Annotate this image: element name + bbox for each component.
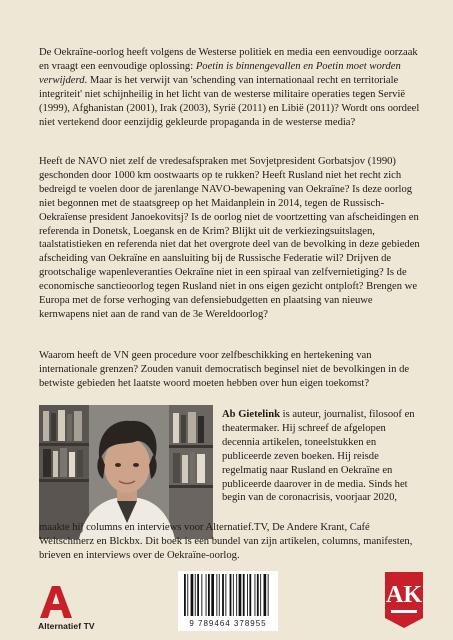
author-portrait-image	[39, 405, 213, 539]
alternatief-tv-a-icon	[38, 584, 78, 620]
alternatief-tv-logo	[38, 584, 118, 632]
barcode-bar	[211, 574, 214, 616]
blurb-paragraph-2: Heeft de NAVO niet zelf de vredesafspraken met Sovjetpresident Gorbatsjov (1990) geschonden door 1000 km oostwaarts op te rukken? Heeft Rusland niet het recht zich bedreigd te voelen door de jarenlange NAVO-bewapening van Oekraïne? Is deze oorlog niet begonnen met de staatsgreep op het Maidanplein in 2014, tegen de Russisch-Oekraïense president Janoekovitsj? Is de oorlog niet de voortzetting van afscheidingen en referenda in Donetsk, Loegansk en de Krim? Blijkt uit de verkiezingsuitslagen, taalstatistieken en referenda niet dat het overgrote deel van de bevolking in deze gebieden afscheiding van Oekraïne en aansluiting bij de Russische Federatie wil? Drijven de grootschalige wapenleveranties Oekraïne niet in een spiraal van zelfvernietiging? Is de economische sanctieoorlog tegen Rusland niet in ons eigen gezicht ontploft? Brengen we Europa met de forse verhoging van defensiebudgetten en plaatsing van nieuwe kernwapens niet aan de rand van de 3e Wereldoorlog?	[39, 156, 420, 320]
author-bio-text: is auteur, journalist, filosoof en theatermaker. Hij schreef de afgelopen decennia artikelen, toneelstukken en publiceerde zeven boeken. Hij reisde regelmatig naar Rusland en Oekraïne en publiceerde daarover in de media. Sinds het begin van de coronacrisis, voorjaar 2020,	[222, 409, 415, 504]
barcode-bar	[233, 574, 234, 616]
publisher-name-left: Alternatief TV	[38, 621, 95, 631]
author-photo	[39, 405, 213, 539]
barcode-bar	[249, 574, 251, 616]
author-bio	[222, 408, 424, 505]
barcode-bar	[219, 574, 220, 616]
barcode-bar	[260, 574, 261, 616]
barcode-bar	[230, 574, 232, 616]
isbn-barcode	[178, 571, 278, 631]
ak-publisher-icon	[385, 572, 423, 628]
barcode-bar	[247, 574, 248, 616]
isbn-number: 9 789464 378955	[189, 619, 267, 628]
barcode-bar	[195, 574, 196, 616]
blurb-text: . Maar is het verwijt van 'schending van internationaal recht en territoriale integriteit' niet schijnheilig in het licht van de westerse militaire operaties tegen Servië (1999), Afghanistan (2001), Irak (2003), Syrië (2011) en Libië (2011)? Wordt ons oordeel niet vertekend door eenzijdig gekleurde propaganda in de westerse media?	[39, 74, 420, 128]
blurb-text: De Oekraïne-oorlog heeft volgens de Westerse politiek en media een eenvoudige oorzaak en vraagt een eenvoudige oplossing:	[39, 47, 418, 72]
barcode-bar	[184, 574, 186, 616]
barcode-bar	[208, 574, 210, 616]
blurb-paragraph-3: Waarom heeft de VN geen procedure voor zelfbeschikking en hertekening van internationale grenzen? Zouden vanuit democratisch beginsel niet de bevolkingen in de betwiste gebieden het laatste woord moeten hebben over hun eigen toekomst?	[39, 350, 410, 389]
barcode-bars	[178, 571, 278, 619]
barcode-bar	[197, 574, 199, 616]
barcode-bar	[206, 574, 207, 616]
author-name: Ab Gietelink	[222, 409, 280, 420]
barcode-bar	[243, 574, 245, 616]
author-bio-continued: maakte hij columns en interviews voor Alternatief.TV, De Andere Krant, Café Weltschmerz en Blckbx. Dit boek is een bundel van zijn artikelen, columns, manifesten, brieven en interviews over de Oekraïne-oorlog.	[39, 522, 413, 561]
barcode-bar	[268, 574, 269, 616]
barcode-bar	[216, 574, 217, 616]
blurb-emphasis: Poetin is binnengevallen en Poetin moet worden verwijderd	[39, 60, 401, 86]
ak-logo	[385, 572, 423, 628]
barcode-bar	[239, 574, 242, 616]
barcode-bar	[187, 574, 188, 616]
barcode-bar	[255, 574, 256, 616]
barcode-bar	[191, 574, 194, 616]
blurb-paragraph-1	[39, 46, 423, 129]
barcode-bar	[257, 574, 259, 616]
barcode-bar	[264, 574, 267, 616]
ak-logo-letters: AK	[386, 582, 422, 608]
barcode-bar	[222, 574, 224, 616]
barcode-bar	[225, 574, 226, 616]
barcode-bar	[236, 574, 237, 616]
barcode-bar	[201, 574, 202, 616]
